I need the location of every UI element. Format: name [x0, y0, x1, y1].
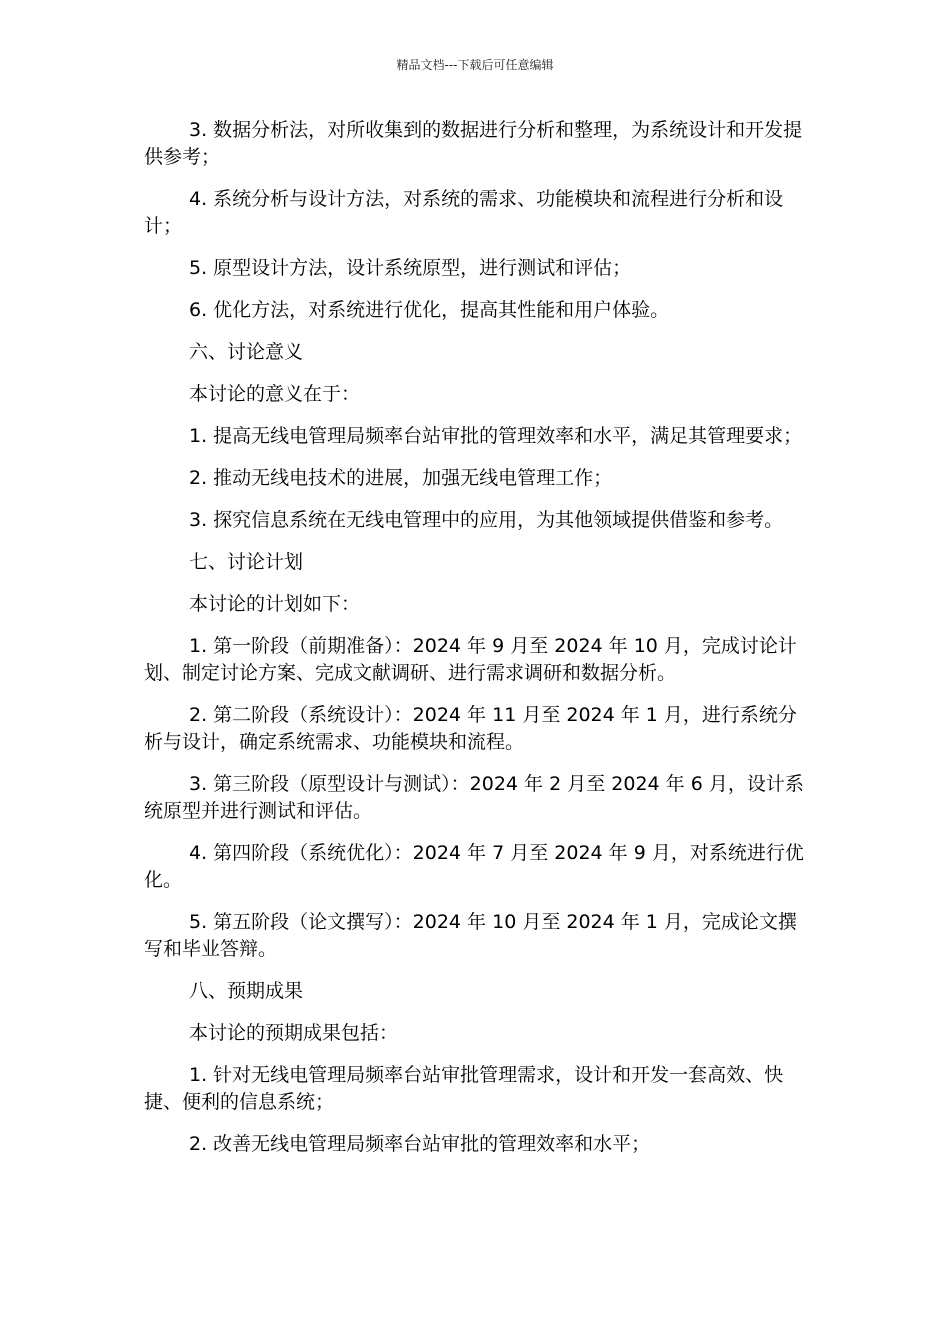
significance-intro: 本讨论的意义在于：	[189, 383, 361, 405]
outcome-item-2: 2. 改善无线电管理局频率台站审批的管理效率和水平；	[189, 1133, 651, 1155]
method-item-5: 5. 原型设计方法，设计系统原型，进行测试和评估；	[189, 257, 632, 279]
document-body	[144, 117, 810, 1173]
outcomes-intro: 本讨论的预期成果包括：	[189, 1022, 399, 1044]
section-heading-outcomes: 八、预期成果	[189, 980, 304, 1002]
section-heading-plan: 七、讨论计划	[189, 551, 304, 573]
method-item-6: 6. 优化方法，对系统进行优化，提高其性能和用户体验。	[189, 299, 670, 321]
significance-item-2: 2. 推动无线电技术的进展，加强无线电管理工作；	[189, 467, 613, 489]
plan-item-3: 3. 第三阶段（原型设计与测试）：2024 年 2 月至 2024 年 6 月，设计系统原型并进行测试和评估。	[144, 773, 804, 822]
plan-intro: 本讨论的计划如下：	[189, 593, 361, 615]
significance-item-3: 3. 探究信息系统在无线电管理中的应用，为其他领域提供借鉴和参考。	[189, 509, 784, 531]
outcome-item-1: 1. 针对无线电管理局频率台站审批管理需求，设计和开发一套高效、快捷、便利的信息系统；	[144, 1064, 784, 1113]
plan-item-4: 4. 第四阶段（系统优化）：2024 年 7 月至 2024 年 9 月，对系统进行优化。	[144, 842, 804, 891]
plan-item-2: 2. 第二阶段（系统设计）：2024 年 11 月至 2024 年 1 月，进行系统分析与设计，确定系统需求、功能模块和流程。	[144, 704, 797, 753]
method-item-4: 4. 系统分析与设计方法，对系统的需求、功能模块和流程进行分析和设计；	[144, 188, 784, 237]
section-heading-significance: 六、讨论意义	[189, 341, 304, 363]
plan-item-1: 1. 第一阶段（前期准备）：2024 年 9 月至 2024 年 10 月，完成讨论计划、制定讨论方案、完成文献调研、进行需求调研和数据分析。	[144, 635, 797, 684]
significance-item-1: 1. 提高无线电管理局频率台站审批的管理效率和水平，满足其管理要求；	[189, 425, 803, 447]
method-item-3: 3. 数据分析法，对所收集到的数据进行分析和整理，为系统设计和开发提供参考；	[144, 119, 803, 168]
plan-item-5: 5. 第五阶段（论文撰写）：2024 年 10 月至 2024 年 1 月，完成论文撰写和毕业答辩。	[144, 911, 797, 960]
page-header: 精品文档---下载后可任意编辑	[396, 58, 554, 72]
